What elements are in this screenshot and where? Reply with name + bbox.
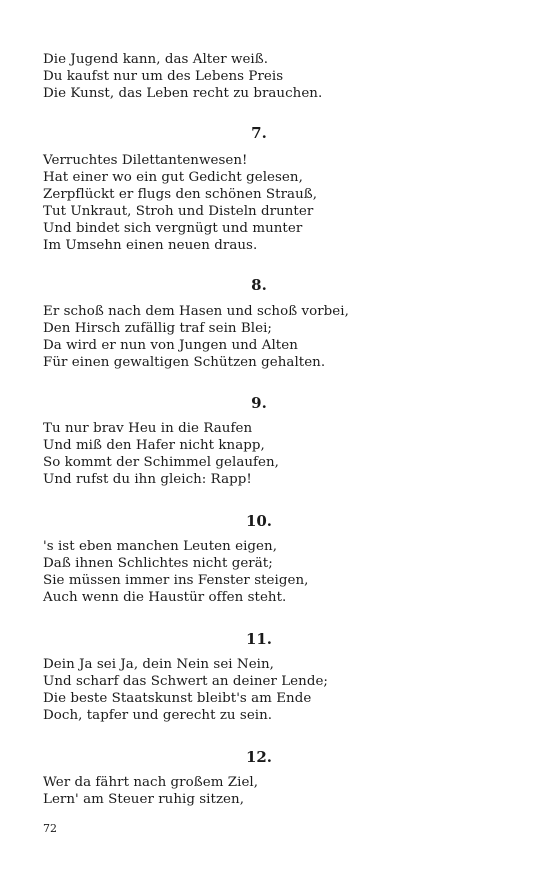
poem-8-stanza [43,303,513,371]
poem-9-stanza [43,420,513,488]
poem-line: Die beste Staatskunst bleibt's am Ende [43,691,312,706]
poem-7-stanza [43,152,513,254]
poem-line: Und rufst du ihn gleich: Rapp! [43,472,252,487]
poem-6-stanza [43,51,513,102]
poem-line: Und miß den Hafer nicht knapp, [43,438,265,453]
poem-line: Zerpflückt er flugs den schönen Strauß, [43,187,318,202]
poem-line: Wer da fährt nach großem Ziel, [43,775,259,790]
poem-line: Und scharf das Schwert an deiner Lende; [43,674,328,689]
poem-line: 's ist eben manchen Leuten eigen, [43,539,277,554]
poem-line: Und bindet sich vergnügt und munter [43,221,303,236]
poem-11-stanza [43,656,513,724]
poem-line: Er schoß nach dem Hasen und schoß vorbei, [43,304,349,319]
poem-line: Im Umsehn einen neuen draus. [43,238,258,253]
poem-line: Da wird er nun von Jungen und Alten [43,338,298,353]
poem-line: Die Kunst, das Leben recht zu brauchen. [43,86,323,101]
poem-line: Lern' am Steuer ruhig sitzen, [43,792,245,807]
poem-number-7: 7. [251,124,267,142]
poem-12-stanza [43,774,513,808]
poem-number-11: 11. [245,630,273,648]
poem-number-12: 12. [245,748,273,766]
poem-line: Daß ihnen Schlichtes nicht gerät; [43,556,273,571]
poem-line: Für einen gewaltigen Schützen gehalten. [43,355,326,370]
poem-number-9: 9. [251,394,267,412]
poem-line: Den Hirsch zufällig traf sein Blei; [43,321,272,336]
poem-line: Tu nur brav Heu in die Raufen [43,421,253,436]
poem-number-8: 8. [251,276,267,294]
poem-line: Sie müssen immer ins Fenster steigen, [43,573,309,588]
poem-10-stanza [43,538,513,606]
poem-line: Du kaufst nur um des Lebens Preis [43,69,284,84]
poem-line: Dein Ja sei Ja, dein Nein sei Nein, [43,657,274,672]
poem-line: Tut Unkraut, Stroh und Disteln drunter [43,204,314,219]
poem-line: Verruchtes Dilettantenwesen! [43,153,248,168]
page-number: 72 [43,822,57,835]
poem-line: Hat einer wo ein gut Gedicht gelesen, [43,170,303,185]
poem-line: Doch, tapfer und gerecht zu sein. [43,708,273,723]
poem-line: Auch wenn die Haustür offen steht. [43,590,287,605]
poem-line: Die Jugend kann, das Alter weiß. [43,52,269,67]
poem-line: So kommt der Schimmel gelaufen, [43,455,279,470]
poem-number-10: 10. [245,512,273,530]
